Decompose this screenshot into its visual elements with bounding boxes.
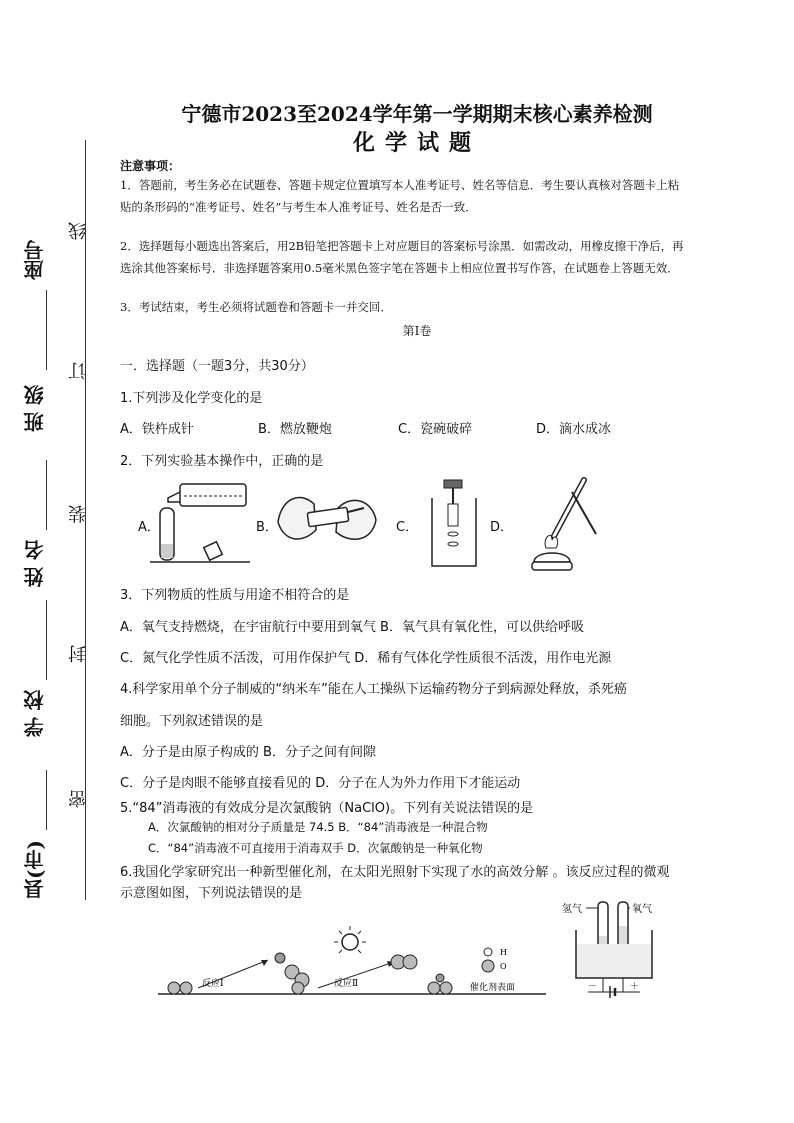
legend-o: O xyxy=(500,962,507,971)
volume-label: 第Ⅰ卷 xyxy=(402,324,432,338)
q2-option-c[interactable]: C． xyxy=(396,520,419,535)
plus-label: ＋ xyxy=(630,982,640,992)
q3-options-cd[interactable]: C．氮气化学性质不活泼，可用作保护气 D．稀有气体化学性质很不活泼，用作电光源 xyxy=(120,651,612,666)
legend-h: H xyxy=(500,948,507,957)
q3-options-ab[interactable]: A．氧气支持燃烧，在宇宙航行中要用到氧气 B．氧气具有氧化性，可以供给呼吸 xyxy=(120,620,584,635)
county-blank[interactable] xyxy=(46,770,47,830)
name-blank[interactable] xyxy=(46,460,47,530)
q2-option-d[interactable]: D． xyxy=(490,520,514,535)
q4-options-ab[interactable]: A．分子是由原子构成的 B．分子之间有间隙 xyxy=(120,745,376,760)
q1-stem: 1.下列涉及化学变化的是 xyxy=(120,391,263,406)
school-blank[interactable] xyxy=(46,600,47,680)
side-label-name: 姓 名 xyxy=(23,540,47,587)
q1-option-c[interactable]: C．瓷碗破碎 xyxy=(398,422,473,437)
q3-stem: 3．下列物质的性质与用途不相符合的是 xyxy=(120,588,350,603)
q2-image-heating xyxy=(512,478,596,574)
side-mark-zhuang: 装 xyxy=(68,505,89,523)
side-label-class: 班 级 xyxy=(23,385,47,432)
side-label-seat: 座号 xyxy=(23,240,47,280)
note-item-1: 1．答题前，考生务必在试题卷、答题卡规定位置填写本人准考证号、姓名等信息．考生要认真核对答题卡上粘贴的条形码的“准考证号、姓名”与考生本人准考证号、姓名是否一致． xyxy=(120,178,680,214)
side-mark-mi: 密 xyxy=(68,790,89,808)
minus-label: － xyxy=(588,982,598,992)
q5-options-cd[interactable]: C．“84”消毒液不可直接用于消毒双手 D．次氯酸钠是一种氧化物 xyxy=(148,841,483,855)
hydrogen-label: 氢气 xyxy=(562,904,582,915)
section-title: 一．选择题（一题3分，共30分） xyxy=(120,359,314,374)
q1-option-a[interactable]: A．铁杵成针 xyxy=(120,422,194,437)
side-mark-feng: 封 xyxy=(68,645,89,663)
q4-stem-line2: 细胞。下列叙述错误的是 xyxy=(120,714,264,729)
q2-image-beaker xyxy=(428,478,480,572)
exam-subtitle: 化学试题 xyxy=(352,130,481,156)
note-item-2: 2．选择题每小题选出答案后，用2B铅笔把答题卡上对应题目的答案标号涂黑．如需改动，用橡皮擦干净后，再选涂其他答案标号．非选择题答案用0.5毫米黑色签字笔在答题卡上相应位置书写作答，在试题卷上答题无效． xyxy=(120,239,684,275)
notes-heading: 注意事项： xyxy=(120,159,181,173)
q1-option-b[interactable]: B．燃放鞭炮 xyxy=(258,422,332,437)
side-mark-ding: 订 xyxy=(68,362,89,380)
q5-options-ab[interactable]: A．次氯酸钠的相对分子质量是 74.5 B．“84”消毒液是一种混合物 xyxy=(148,820,488,834)
q4-stem-line1: 4.科学家用单个分子制威的“纳米车”能在人工操纵下运输药物分子到病源处释放，杀死癌 xyxy=(120,682,627,697)
catalyst-surface-label: 催化剂表面 xyxy=(470,983,516,993)
electrolysis-apparatus xyxy=(560,896,672,1000)
side-label-school: 学 校 xyxy=(23,690,47,737)
q5-stem: 5.“84”消毒液的有效成分是次氯酸钠（NaClO)。下列有关说法错误的是 xyxy=(120,801,534,816)
sun-icon xyxy=(334,926,366,953)
reaction2-label: 反应Ⅱ xyxy=(334,979,359,989)
q2-stem: 2．下列实验基本操作中，正确的是 xyxy=(120,454,324,469)
reaction-diagram xyxy=(158,928,548,1000)
q2-option-b[interactable]: B． xyxy=(256,520,278,535)
note-item-3: 3．考试结束，考生必须将试题卷和答题卡一并交回． xyxy=(120,300,392,314)
oxygen-label: 氧气 xyxy=(632,904,652,915)
q2-image-pouring xyxy=(150,478,250,566)
q4-options-cd[interactable]: C．分子是肉眼不能够直接看见的 D．分子在人为外力作用下才能运动 xyxy=(120,776,521,791)
q6-stem-line1: 6.我国化学家研究出一种新型催化剂，在太阳光照射下实现了水的高效分解 。该反应过程的微观 xyxy=(120,865,670,880)
q2-option-a[interactable]: A． xyxy=(138,520,160,535)
exam-title: 宁德市2023至2024学年第一学期期末核心素养检测 xyxy=(181,102,653,126)
reaction1-label: 反应Ⅰ xyxy=(202,979,224,989)
q2-image-hands xyxy=(272,486,380,550)
side-label-county: 县(市) xyxy=(23,840,47,899)
side-mark-xian: 线 xyxy=(68,222,89,240)
q1-option-d[interactable]: D．滴水成冰 xyxy=(536,422,612,437)
q6-stem-line2: 示意图如图，下列说法错误的是 xyxy=(120,886,303,901)
